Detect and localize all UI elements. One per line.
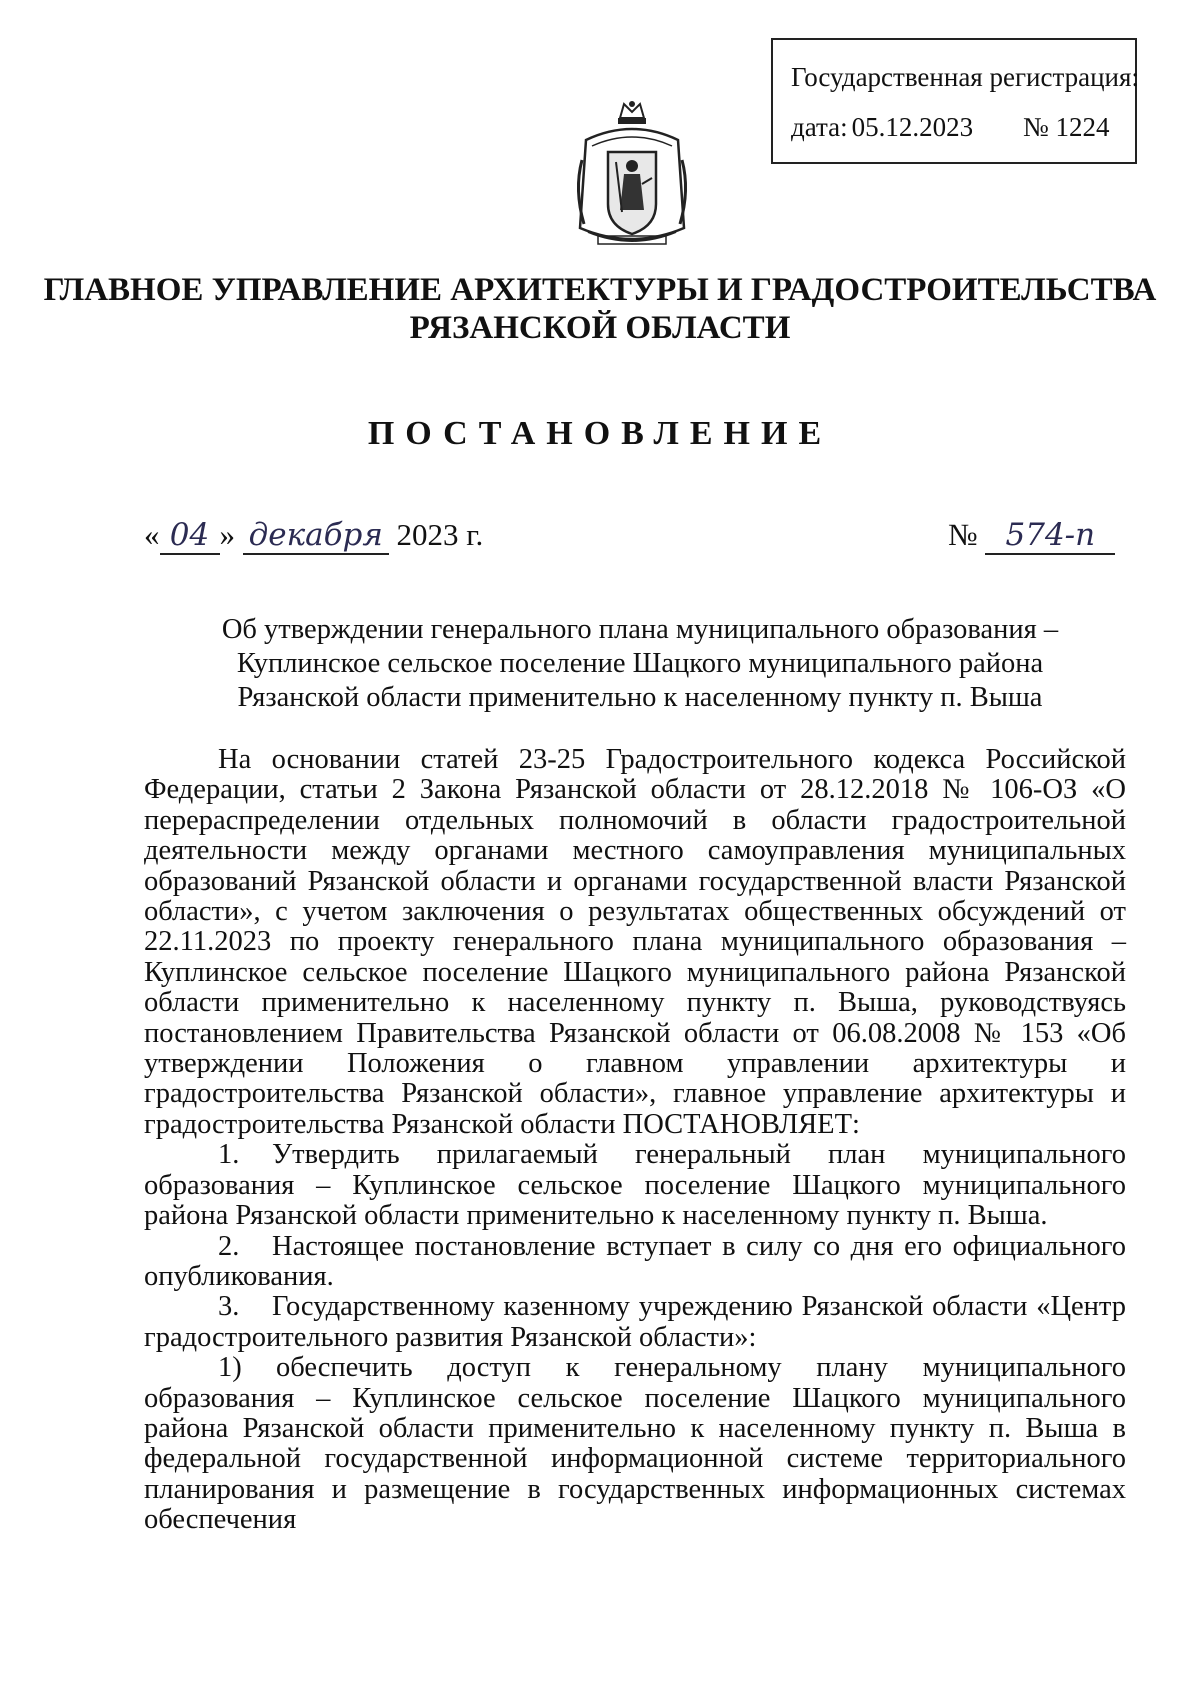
registration-title: Государственная регистрация: [791, 62, 1139, 92]
clause-paragraph [144, 1140, 1126, 1231]
organization-name-line1: ГЛАВНОЕ УПРАВЛЕНИЕ АРХИТЕКТУРЫ И ГРАДОСТРОИТЕЛЬСТВА [43, 272, 1157, 308]
clause-paragraph [144, 1232, 1126, 1293]
date-close-quote: » [219, 517, 235, 552]
document-date [144, 517, 483, 555]
date-open-quote: « [144, 517, 160, 552]
clause-paragraph [144, 1292, 1126, 1353]
document-subject [144, 613, 1136, 715]
document-type-title: ПОСТАНОВЛЕНИЕ [367, 415, 833, 452]
subclause-text: обеспечить доступ к генеральному плану муниципального образования – Куплинское сельское поселение Шацкого муниципального района Рязанской области применительно к населенному пункту п. Выша в федеральной государственной информационной системе территориального планирования и размещение в государственных информационных системах обеспечения [144, 1352, 1126, 1536]
subclause-paragraph [144, 1353, 1126, 1535]
document-number-handwritten: 574-п [985, 517, 1115, 555]
registration-number: № 1224 [1023, 112, 1110, 142]
registration-stamp [771, 38, 1137, 164]
ryazan-coat-of-arms-icon [568, 100, 696, 252]
date-day-handwritten: 04 [160, 517, 220, 555]
clause-number: 3. [218, 1291, 240, 1323]
organization-name-line2: РЯЗАНСКОЙ ОБЛАСТИ [409, 310, 791, 346]
subject-line: Рязанской области применительно к населенному пункту п. Выша [237, 682, 1043, 713]
date-month-handwritten: декабря [243, 517, 389, 555]
clause-text: Государственному казенному учреждению Рязанской области «Центр градостроительного развития Рязанской области»: [144, 1291, 1126, 1353]
document-number-label: № [948, 517, 978, 552]
registration-date-value: 05.12.2023 [851, 112, 974, 142]
registration-date-label: дата: [791, 112, 848, 142]
subject-line: Об утверждении генерального плана муниципального образования – [221, 614, 1059, 645]
registration-date [791, 114, 973, 141]
document-body [144, 745, 1126, 1536]
subject-line: Куплинское сельское поселение Шацкого муниципального района [236, 648, 1044, 679]
clause-number: 2. [218, 1230, 240, 1262]
clause-number: 1. [218, 1139, 240, 1171]
preamble-paragraph: На основании статей 23-25 Градостроительного кодекса Российской Федерации, статьи 2 Закона Рязанской области от 28.12.2018 № 106-ОЗ «О перераспределении отдельных полномочий в области градостроительной деятельности между органами местного самоуправления муниципальных образований Рязанской области и органами государственной власти Рязанской области», с учетом заключения о результатах общественных обсуждений от 22.11.2023 по проекту генерального плана муниципального образования – Куплинское сельское поселение Шацкого муниципального района Рязанской области применительно к населенному пункту п. Выша, руководствуясь постановлением Правительства Рязанской области от 06.08.2008 № 153 «Об утверждении Положения о главном управлении архитектуры и градостроительства Рязанской области», главное управление архитектуры и градостроительства Рязанской области ПОСТАНОВЛЯЕТ: [144, 744, 1126, 1140]
date-year: 2023 г. [396, 517, 484, 552]
subclause-number: 1) [218, 1352, 242, 1384]
document-number [948, 517, 1115, 555]
clause-text: Настоящее постановление вступает в силу со дня его официального опубликования. [144, 1230, 1126, 1292]
clause-text: Утвердить прилагаемый генеральный план муниципального образования – Куплинское сельское поселение Шацкого муниципального района Рязанской области применительно к населенному пункту п. Выша. [144, 1139, 1126, 1232]
